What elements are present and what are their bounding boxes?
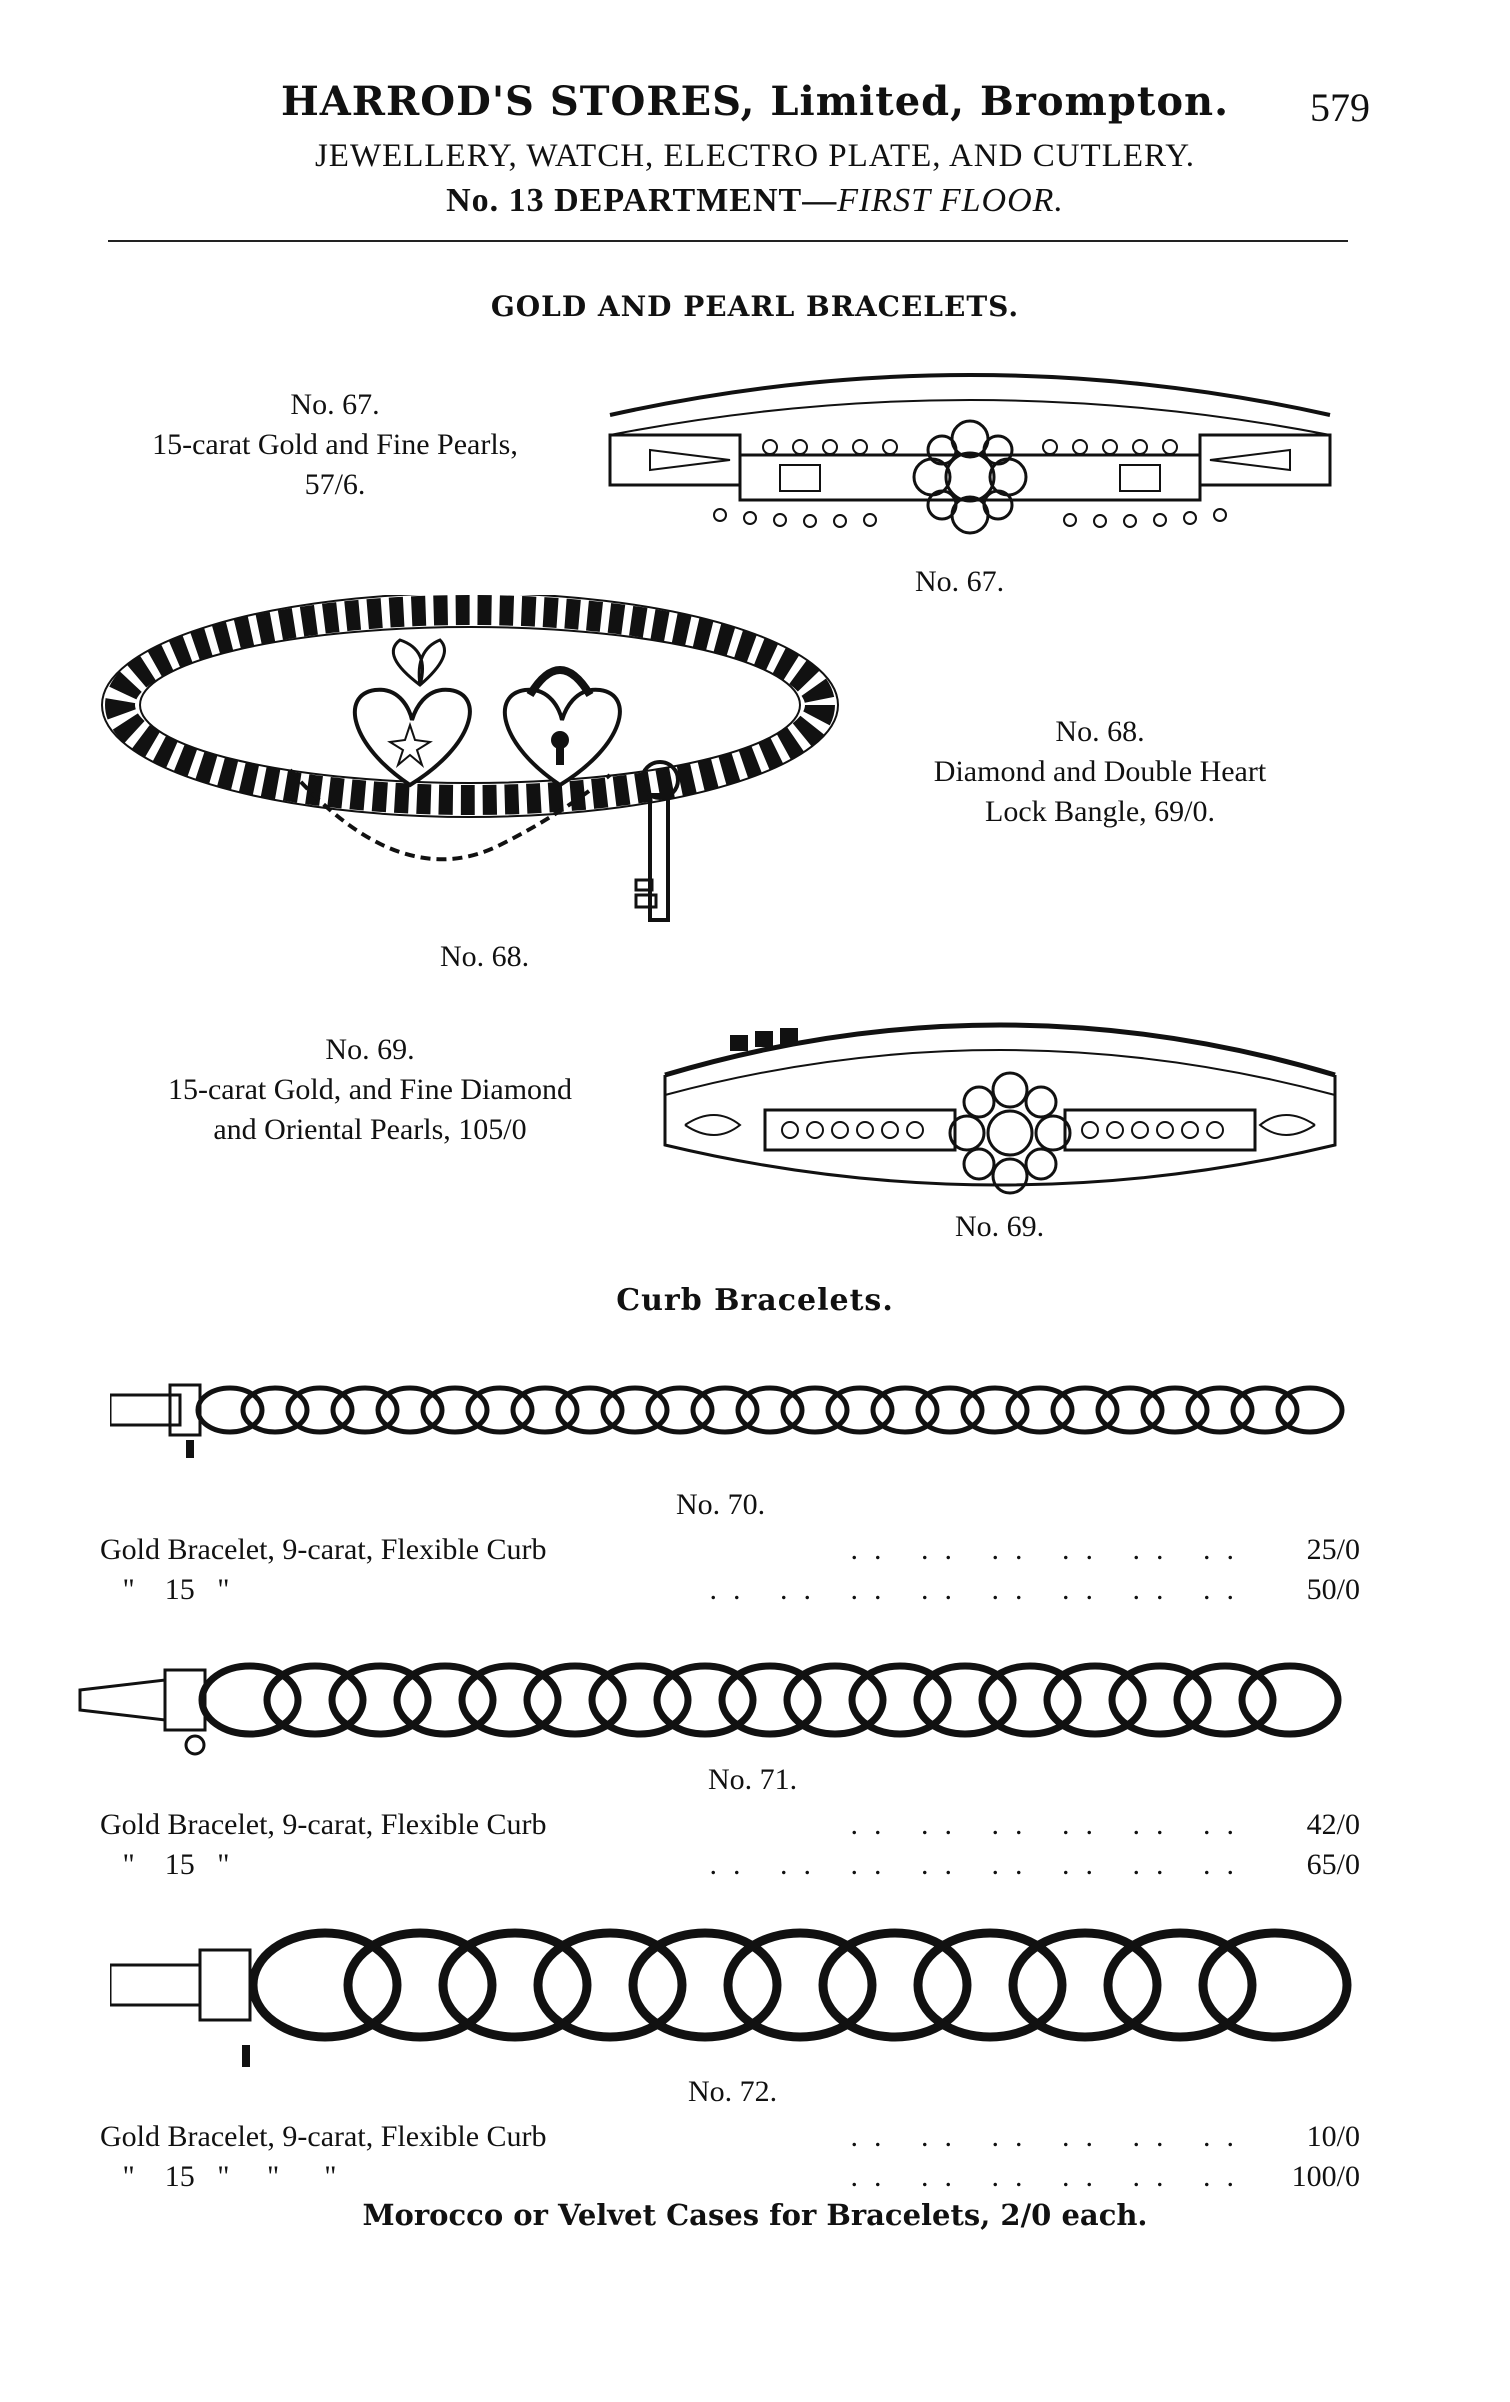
row-price: 100/0 bbox=[1291, 2160, 1360, 2193]
item-69-illustration-label: No. 69. bbox=[955, 1210, 1045, 1243]
curb-71-illustration-label: No. 71. bbox=[708, 1763, 798, 1796]
item-67-caption bbox=[105, 385, 565, 505]
item-67-illustration-label: No. 67. bbox=[915, 565, 1005, 598]
price-row-70-15ct bbox=[100, 1573, 1360, 1613]
leader-dots: .. .. .. .. .. .. .. .. bbox=[709, 1848, 1250, 1881]
leader-dots: .. .. .. .. .. .. bbox=[850, 1808, 1250, 1841]
row-description: Gold Bracelet, 9-carat, Flexible Curb bbox=[100, 1533, 547, 1566]
row-description: " 15 " " " bbox=[100, 2160, 337, 2193]
leader-dots: .. .. .. .. .. .. bbox=[850, 2160, 1250, 2193]
bangle-68-illustration bbox=[100, 595, 860, 935]
department-line bbox=[0, 182, 1510, 220]
row-price: 50/0 bbox=[1306, 1573, 1360, 1606]
department-name: No. 13 DEPARTMENT— bbox=[446, 182, 838, 219]
item-67-number: No. 67. bbox=[290, 388, 380, 421]
curb-70-illustration-label: No. 70. bbox=[676, 1488, 766, 1521]
price-row-72-9ct bbox=[100, 2120, 1360, 2160]
price-row-72-15ct bbox=[100, 2160, 1360, 2200]
item-69-caption bbox=[110, 1030, 630, 1150]
item-68-description-line1: Diamond and Double Heart bbox=[933, 755, 1267, 788]
row-price: 42/0 bbox=[1306, 1808, 1360, 1841]
item-69-description-line2: and Oriental Pearls, 105/0 bbox=[213, 1113, 527, 1146]
store-title: HARROD'S STORES, Limited, Brompton. bbox=[280, 78, 1230, 125]
item-69-number: No. 69. bbox=[325, 1033, 415, 1066]
section-heading-curb: Curb Bracelets. bbox=[616, 1283, 894, 1318]
row-price: 25/0 bbox=[1306, 1533, 1360, 1566]
row-description: Gold Bracelet, 9-carat, Flexible Curb bbox=[100, 2120, 547, 2153]
curb-bracelet-70-illustration bbox=[110, 1355, 1360, 1465]
leader-dots: .. .. .. .. .. .. .. .. bbox=[709, 1573, 1250, 1606]
row-description: Gold Bracelet, 9-carat, Flexible Curb bbox=[100, 1808, 547, 1841]
bracelet-67-illustration bbox=[590, 355, 1350, 555]
row-description: " 15 " bbox=[100, 1573, 230, 1606]
bracelet-69-illustration bbox=[645, 995, 1355, 1205]
section-heading-gold-pearl: GOLD AND PEARL BRACELETS. bbox=[490, 290, 1020, 323]
row-price: 10/0 bbox=[1306, 2120, 1360, 2153]
price-row-71-15ct bbox=[100, 1848, 1360, 1888]
footer-note: Morocco or Velvet Cases for Bracelets, 2/0 each. bbox=[362, 2198, 1148, 2232]
price-row-70-9ct bbox=[100, 1533, 1360, 1573]
item-68-illustration-label: No. 68. bbox=[440, 940, 530, 973]
curb-bracelet-72-illustration bbox=[110, 1905, 1360, 2080]
leader-dots: .. .. .. .. .. .. bbox=[850, 1533, 1250, 1566]
row-price: 65/0 bbox=[1306, 1848, 1360, 1881]
page-number: 579 bbox=[1310, 85, 1370, 130]
department-floor: FIRST FLOOR. bbox=[837, 182, 1064, 219]
item-68-number: No. 68. bbox=[1055, 715, 1145, 748]
header-rule bbox=[108, 240, 1348, 242]
item-68-caption bbox=[890, 712, 1310, 832]
row-description: " 15 " bbox=[100, 1848, 230, 1881]
catalogue-subtitle: JEWELLERY, WATCH, ELECTRO PLATE, AND CUTLERY. bbox=[314, 138, 1196, 174]
item-69-description-line1: 15-carat Gold, and Fine Diamond bbox=[167, 1073, 573, 1106]
curb-72-illustration-label: No. 72. bbox=[688, 2075, 778, 2108]
item-68-description-line2: Lock Bangle, 69/0. bbox=[985, 795, 1215, 828]
price-row-71-9ct bbox=[100, 1808, 1360, 1848]
leader-dots: .. .. .. .. .. .. bbox=[850, 2120, 1250, 2153]
item-67-description: 15-carat Gold and Fine Pearls, bbox=[152, 428, 518, 461]
item-67-price: 57/6. bbox=[304, 468, 366, 501]
curb-bracelet-71-illustration bbox=[70, 1635, 1360, 1770]
